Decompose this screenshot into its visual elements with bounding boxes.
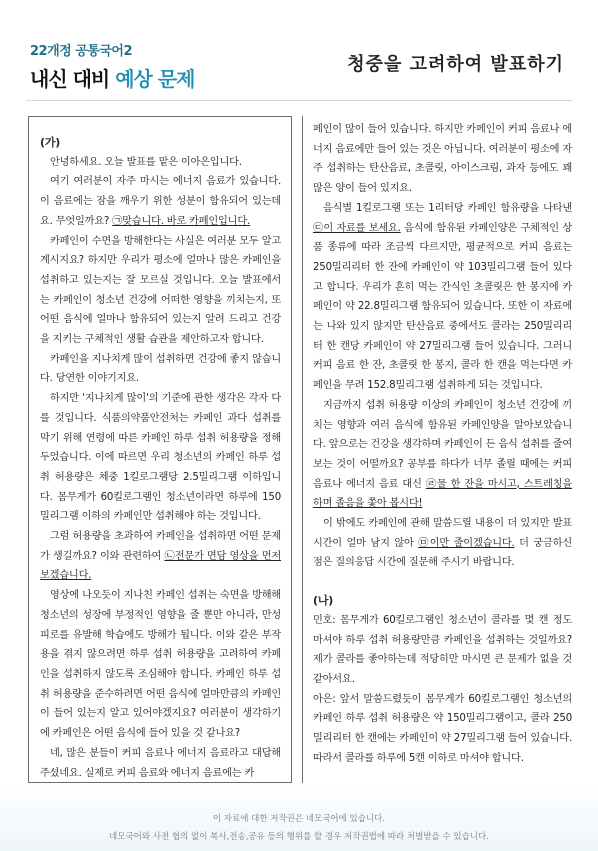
page-title xyxy=(30,63,194,92)
text: 그럼 허용량을 초과하여 카페인을 섭취하면 어떤 문제가 생길까요? 이와 관련하여 xyxy=(40,531,281,562)
paragraph xyxy=(40,527,281,586)
text: 지금까지 섭취 허용량 이상의 카페인이 청소년 건강에 끼치는 영향과 여러 음식에 함유된 카페인양을 알아보았습니다. 앞으로는 건강을 생각하며 카페인이 든 음식 섭취를 줄여 보는 것이 어떨까요? 공부를 하다가 너무 졸릴 때에는 커피 음료나 에너지 음료 대신 xyxy=(313,399,572,490)
paragraph xyxy=(313,199,572,396)
underlined-text-c: ㉢이 자료를 보세요. xyxy=(313,222,401,234)
section-label-ga: (가) xyxy=(40,136,61,149)
paragraph: 영상에 나오듯이 지나친 카페인 섭취는 숙면을 방해해 청소년의 성장에 부정적인 영향을 줄 뿐만 아니라, 만성 피로를 유발해 학습에도 방해가 됩니다. 이와 같은 부작용을 겪지 않으려면 하루 섭취 허용량을 고려하여 카페인을 섭취하지 않도록 조심해야 합니다. 카페인 하루 섭취 허용량을 준수하려면 어떤 음식에 얼마만큼의 카페인이 들어 있는지 알고 있어야겠지요? 여러분이 생각하기에 카페인은 어떤 음식에 들어 있을 것 같나요? xyxy=(40,590,281,740)
section-label-na: (나) xyxy=(313,594,334,608)
underlined-text-a: ㉠맞습니다. 바로 카페인입니다. xyxy=(112,215,251,227)
passage-ga-box xyxy=(28,116,292,783)
dialogue-answer: 아은: 앞서 말씀드렸듯이 몸무게가 60킬로그램인 청소년의 카페인 하루 섭취 허용량은 약 150밀리그램이고, 콜라 250밀리리터 한 캔에는 카페인이 약 27밀리그램 들어 있습니다. 따라서 콜라를 하루에 5캔 이하로 마셔야 합니다. xyxy=(313,693,572,764)
course-subtitle: 22개정 공통국어2 xyxy=(30,44,133,59)
paragraph: 네, 많은 분들이 커피 음료나 에너지 음료라고 대답해 주셨네요. 실제로 커피 음료와 에너지 음료에는 카 xyxy=(40,747,281,779)
paragraph: 안녕하세요. 오늘 발표를 맡은 이아은입니다. xyxy=(50,156,242,168)
text: 여기 여러분이 자주 마시는 에너지 음료가 있습니다. 이 음료에는 잠을 깨우기 위한 성분이 함유되어 있는데요. 무엇일까요? xyxy=(40,176,281,227)
copyright-footer xyxy=(0,810,598,846)
underlined-text-e: ㉤이만 줄이겠습니다. xyxy=(418,537,515,549)
paragraph: 카페인을 지나치게 많이 섭취하면 건강에 좋지 않습니다. 당연한 이야기지요. xyxy=(40,353,281,385)
paragraph xyxy=(40,172,281,231)
header-divider xyxy=(26,100,572,101)
title-part1: 내신 대비 xyxy=(30,67,116,91)
underlined-text-b: ㉡전문가 면담 영상을 먼저 보겠습니다. xyxy=(40,550,281,582)
header-branding xyxy=(30,40,194,92)
unit-topic: 청중을 고려하여 발표하기 xyxy=(347,54,564,75)
underlined-text-d: ㉣물 한 잔을 마시고, 스트레칭을 하며 졸음을 쫓아 봅시다! xyxy=(313,478,572,510)
spacer xyxy=(313,573,572,591)
text: 음식별 1킬로그램 또는 1리터당 카페인 함유량을 나타낸 xyxy=(323,202,572,214)
paragraph xyxy=(313,514,572,573)
paragraph xyxy=(313,396,572,514)
title-part2: 예상 문제 xyxy=(115,67,195,91)
text: 음식에 함유된 카페인양은 구체적인 상품 종류에 따라 조금씩 다르지만, 평균적으로 커피 음료는 250밀리리터 한 잔에 카페인이 약 103밀리그램 들어 있다고 합니다. 우리가 흔히 먹는 간식인 초콜릿은 한 봉지에 카페인이 약 22.8밀리그램 함유되어 있습니다. 또한 이 자료에는 나와 있지 않지만 탄산음료 중에서도 콜라는 250밀리리터 한 캔당 카페인이 약 27밀리그램 들어 있습니다. 그러니 커피 음료 한 잔, 초콜릿 한 봉지, 콜라 한 캔을 먹는다면 카페인을 무려 152.8밀리그램 섭취하게 되는 것입니다. xyxy=(313,222,572,392)
paragraph: 카페인이 수면을 방해한다는 사실은 여러분 모두 알고 계시지요? 하지만 우리가 평소에 얼마나 많은 카페인을 섭취하고 있는지는 잘 모르실 것입니다. 오늘 발표에서는 카페인이 청소년 건강에 어떠한 영향을 끼치는지, 또 어떤 음식에 얼마나 함유되어 있는지 알려 드리고 건강을 지키는 구체적인 생활 습관을 제안하고자 합니다. xyxy=(40,235,281,346)
paragraph: 하지만 '지나치게 많이'의 기준에 관한 생각은 각자 다를 것입니다. 식품의약품안전처는 카페인 과다 섭취를 막기 위해 연령에 따른 카페인 하루 섭취 허용량을 정해 두었습니다. 이에 따르면 우리 청소년의 카페인 하루 섭취 허용량은 체중 1킬로그램당 2.5밀리그램 이하입니다. 몸무게가 60킬로그램인 청소년이라면 하루에 150밀리그램 이하의 카페인만 섭취해야 하는 것입니다. xyxy=(40,393,281,523)
copyright-line: 이 자료에 대한 저작권은 네모국어에 있습니다. xyxy=(212,814,386,824)
paragraph: 페인이 많이 들어 있습니다. 하지만 카페인이 커피 음료나 에너지 음료에만 들어 있는 것은 아닙니다. 여러분이 평소에 자주 섭취하는 탄산음료, 초콜릿, 아이스크림, 과자 등에도 꽤 많은 양이 들어 있지요. xyxy=(313,124,572,195)
passage-right-column xyxy=(302,116,576,783)
dialogue-question: 민호: 몸무게가 60킬로그램인 청소년이 콜라를 몇 캔 정도 마셔야 하루 섭취 허용량만큼 카페인을 섭취하는 것일까요? 제가 콜라를 좋아하는데 적당히만 마시면 큰 문제가 없을 것 같아서요. xyxy=(313,614,572,685)
text: 이 밖에도 카페인에 관해 말씀드릴 내용이 더 있지만 발표 시간이 얼마 남지 않아 xyxy=(313,518,572,549)
text: 더 궁금하신 점은 질의응답 시간에 질문해 주시기 바랍니다. xyxy=(313,537,572,569)
copyright-warning: 네모국어와 사전 협의 없이 복사,전송,공유 등의 행위를 할 경우 저작권법에 따라 처벌받을 수 있습니다. xyxy=(109,832,489,842)
